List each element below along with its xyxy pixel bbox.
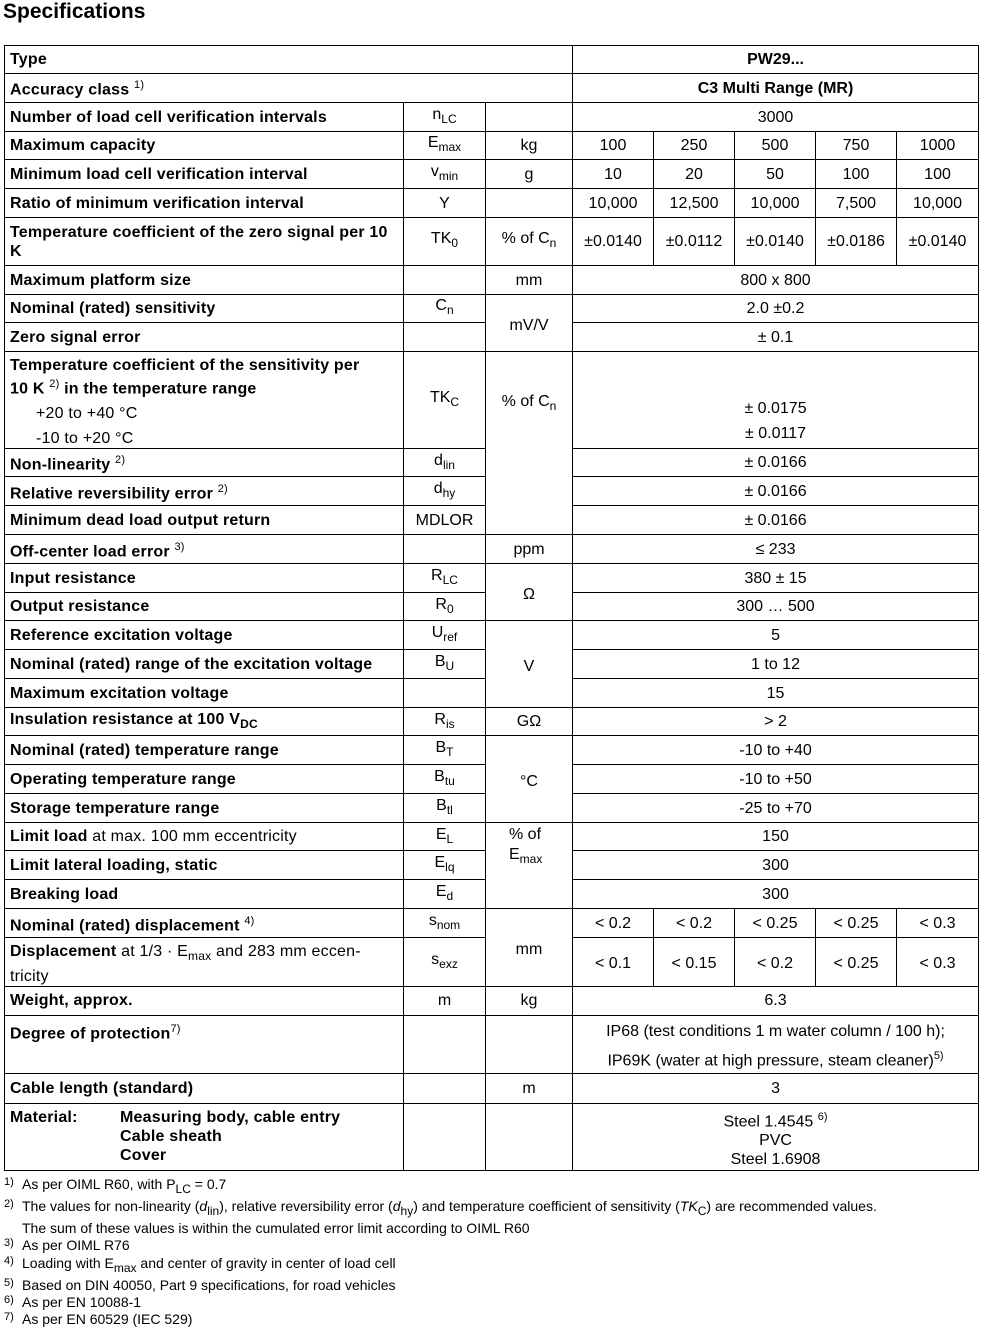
accuracy-value: C3 Multi Range (MR) [573, 74, 979, 103]
value: -10 to +40 [573, 736, 979, 765]
table-row [5, 189, 979, 218]
unit: Ω [486, 564, 573, 621]
table-row [5, 708, 979, 736]
symbol: $R_{is}$ [404, 708, 486, 736]
footnote: 3) As per OIML R76 [4, 1237, 130, 1254]
unit: g [486, 160, 573, 189]
value: ± 0.0166 [573, 506, 979, 535]
table-row [5, 736, 979, 765]
symbol: $d_{hy}$ [404, 477, 486, 506]
row-label: Minimum load cell verification interval [5, 160, 404, 189]
value: 300 … 500 [573, 593, 979, 621]
value: > 2 [573, 708, 979, 736]
value: 7,500 [816, 189, 897, 218]
symbol: $E_L$ [404, 823, 486, 851]
symbol: $TK_C$ [404, 352, 486, 449]
row-label: Accuracy class $^{1)}$ [5, 74, 573, 103]
row-label: Nominal (rated) displacement $^{4)}$ [5, 909, 404, 938]
value: < 0.2 [573, 909, 654, 938]
row-label: Storage temperature range [5, 794, 404, 823]
row-label: Type [5, 46, 573, 74]
row-label: Nominal (rated) range of the excitation voltage [5, 650, 404, 679]
unit: % of $C_n$ [486, 218, 573, 266]
table-row [5, 103, 979, 132]
value: ± 0.1 [573, 323, 979, 352]
table-row [5, 160, 979, 189]
value: ±0.0140 [897, 218, 979, 266]
table-row [5, 909, 979, 938]
footnote: 2) The values for non-linearity $(d_{lin})$, relative reversibility error $(d_{hy})$ and temperature coefficient of sensitivity $(TK_C)$ are recommended values. [4, 1198, 877, 1218]
unit [486, 1103, 573, 1170]
value: 5 [573, 621, 979, 650]
footnote: 7) As per EN 60529 (IEC 529) [4, 1311, 193, 1328]
value: < 0.25 [816, 938, 897, 986]
symbol: $TK_0$ [404, 218, 486, 266]
value: < 0.3 [897, 938, 979, 986]
symbol: $s_{exz}$ [404, 938, 486, 986]
value: 100 [816, 160, 897, 189]
symbol: $B_U$ [404, 650, 486, 679]
symbol: $n_{LC}$ [404, 103, 486, 132]
table-row [5, 1015, 979, 1073]
unit: mV/V [486, 295, 573, 352]
row-label: Degree of protection$^{7)}$ [5, 1015, 404, 1073]
value: 3 [573, 1073, 979, 1103]
row-label: Cable length (standard) [5, 1073, 404, 1103]
unit: kg [486, 132, 573, 160]
value: ≤ 233 [573, 535, 979, 564]
value: ± 0.0166 [573, 477, 979, 506]
symbol: $E_{lq}$ [404, 851, 486, 880]
unit: ppm [486, 535, 573, 564]
row-label: Temperature coefficient of the sensitivity per 10 K $^{2)}$ in the temperature range +20 to +40 °C -10 to +20 °C [5, 352, 404, 449]
row-label: Nominal (rated) temperature range [5, 736, 404, 765]
table-row [5, 46, 979, 74]
symbol [404, 266, 486, 295]
value: 50 [735, 160, 816, 189]
value: < 0.2 [654, 909, 735, 938]
unit: % of $E_{max}$ [486, 823, 573, 909]
value: 750 [816, 132, 897, 160]
table-row [5, 74, 979, 103]
row-label: Displacement at $1/3 \cdot E_{max}$ and 283 mm eccen- tricity [5, 938, 404, 986]
row-label: Input resistance [5, 564, 404, 593]
value: Steel 1.4545 $^{6)}$ PVC Steel 1.6908 [573, 1103, 979, 1170]
table-row [5, 132, 979, 160]
footnote: 1) As per OIML R60, with $P_{LC} = 0.7$ [4, 1176, 227, 1196]
row-label: Number of load cell verification intervals [5, 103, 404, 132]
unit [486, 1015, 573, 1073]
symbol [404, 1073, 486, 1103]
symbol [404, 323, 486, 352]
value: 250 [654, 132, 735, 160]
value: 380 ± 15 [573, 564, 979, 593]
table-row [5, 823, 979, 851]
symbol [404, 679, 486, 708]
value: 10,000 [735, 189, 816, 218]
table-row [5, 352, 979, 449]
table-row [5, 295, 979, 323]
table-row [5, 266, 979, 295]
table-row [5, 535, 979, 564]
value: < 0.3 [897, 909, 979, 938]
row-label: Breaking load [5, 880, 404, 909]
footnote: 4) Loading with $E_{max}$ and center of gravity in center of load cell [4, 1254, 396, 1275]
symbol: $v_{min}$ [404, 160, 486, 189]
table-row [5, 1073, 979, 1103]
value: 100 [897, 160, 979, 189]
row-label: Nominal (rated) sensitivity [5, 295, 404, 323]
value: 150 [573, 823, 979, 851]
value: IP68 (test conditions 1 m water column / 100 h); IP69K (water at high pressure, steam cleaner)$^{5)}$ [573, 1015, 979, 1073]
unit: % of $C_n$ [486, 352, 573, 535]
symbol: $d_{lin}$ [404, 449, 486, 477]
row-label: Ratio of minimum verification interval [5, 189, 404, 218]
page-title: Specifications [3, 0, 146, 23]
value: < 0.2 [735, 938, 816, 986]
value: 1 to 12 [573, 650, 979, 679]
row-label: Relative reversibility error $^{2)}$ [5, 477, 404, 506]
footnote: 6) As per EN 10088-1 [4, 1294, 142, 1311]
symbol: MDLOR [404, 506, 486, 535]
value: ±0.0140 [573, 218, 654, 266]
type-value: PW29... [573, 46, 979, 74]
symbol: $B_{tl}$ [404, 794, 486, 823]
unit [486, 103, 573, 132]
symbol: $E_{max}$ [404, 132, 486, 160]
unit: mm [486, 266, 573, 295]
value: 100 [573, 132, 654, 160]
row-label: Maximum capacity [5, 132, 404, 160]
row-label: Maximum platform size [5, 266, 404, 295]
row-label: Insulation resistance at 100 $V_{DC}$ [5, 708, 404, 736]
symbol: $B_{tu}$ [404, 765, 486, 794]
symbol: $E_d$ [404, 880, 486, 909]
unit: °C [486, 736, 573, 823]
symbol: $B_T$ [404, 736, 486, 765]
value: -10 to +50 [573, 765, 979, 794]
table-row [5, 1103, 979, 1170]
value: 300 [573, 880, 979, 909]
footnotes [4, 1176, 877, 1329]
value: 300 [573, 851, 979, 880]
table-row [5, 564, 979, 593]
value: ±0.0140 [735, 218, 816, 266]
unit: V [486, 621, 573, 708]
value: 3000 [573, 103, 979, 132]
table-row [5, 986, 979, 1015]
value: 6.3 [573, 986, 979, 1015]
row-label: Weight, approx. [5, 986, 404, 1015]
unit: kg [486, 986, 573, 1015]
value: 800 x 800 [573, 266, 979, 295]
row-label: Operating temperature range [5, 765, 404, 794]
value: < 0.25 [735, 909, 816, 938]
value: ±0.0112 [654, 218, 735, 266]
specifications-table [4, 45, 979, 1171]
value: 10 [573, 160, 654, 189]
unit: GΩ [486, 708, 573, 736]
value: 10,000 [573, 189, 654, 218]
row-label: Minimum dead load output return [5, 506, 404, 535]
value: 12,500 [654, 189, 735, 218]
symbol: $R_{LC}$ [404, 564, 486, 593]
table-row [5, 218, 979, 266]
symbol [404, 535, 486, 564]
symbol [404, 1103, 486, 1170]
row-label: Material: Measuring body, cable entry Cable sheath Cover [5, 1103, 404, 1170]
row-label: Reference excitation voltage [5, 621, 404, 650]
footnote: The sum of these values is within the cumulated error limit according to OIML R60 [22, 1220, 530, 1237]
value: < 0.15 [654, 938, 735, 986]
row-label: Non-linearity $^{2)}$ [5, 449, 404, 477]
value: ± 0.0166 [573, 449, 979, 477]
value: ±0.0186 [816, 218, 897, 266]
value: 1000 [897, 132, 979, 160]
row-label: Maximum excitation voltage [5, 679, 404, 708]
symbol [404, 1015, 486, 1073]
value: 20 [654, 160, 735, 189]
row-label: Limit load at max. 100 mm eccentricity [5, 823, 404, 851]
value: 500 [735, 132, 816, 160]
unit [486, 189, 573, 218]
symbol: $s_{nom}$ [404, 909, 486, 938]
value: ± 0.0175 ± 0.0117 [573, 352, 979, 449]
row-label: Limit lateral loading, static [5, 851, 404, 880]
row-label: Zero signal error [5, 323, 404, 352]
symbol: $R_0$ [404, 593, 486, 621]
footnote: 5) Based on DIN 40050, Part 9 specifications, for road vehicles [4, 1276, 396, 1293]
symbol: Y [404, 189, 486, 218]
unit: mm [486, 909, 573, 986]
row-label: Output resistance [5, 593, 404, 621]
table-row [5, 621, 979, 650]
row-label: Temperature coefficient of the zero signal per 10 K [5, 218, 404, 266]
symbol: $U_{ref}$ [404, 621, 486, 650]
value: -25 to +70 [573, 794, 979, 823]
value: < 0.25 [816, 909, 897, 938]
unit: m [486, 1073, 573, 1103]
symbol: m [404, 986, 486, 1015]
symbol: $C_n$ [404, 295, 486, 323]
value: 15 [573, 679, 979, 708]
row-label: Off-center load error $^{3)}$ [5, 535, 404, 564]
value: 10,000 [897, 189, 979, 218]
value: < 0.1 [573, 938, 654, 986]
value: 2.0 ±0.2 [573, 295, 979, 323]
